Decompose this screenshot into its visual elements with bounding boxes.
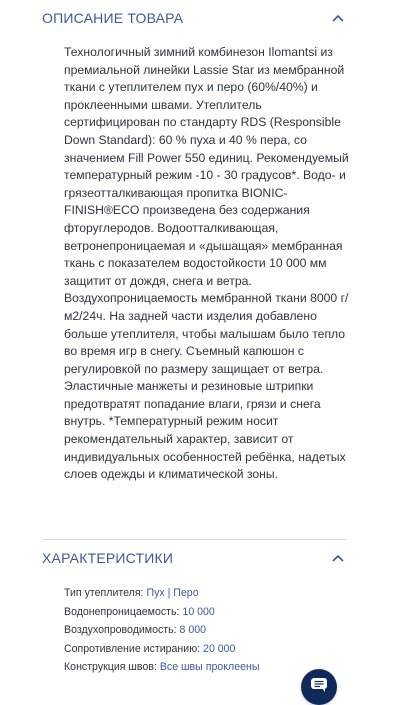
section-divider [42, 539, 346, 540]
spec-row-waterproof [64, 603, 354, 622]
chat-icon [310, 677, 328, 698]
chevron-up-icon[interactable] [330, 550, 346, 566]
spec-label: Водонепроницаемость: [64, 605, 180, 618]
description-title: ОПИСАНИЕ ТОВАРА [42, 10, 184, 26]
spec-value: 20 000 [203, 642, 236, 655]
spec-value: Пух | Перо [146, 587, 199, 599]
characteristics-list [64, 584, 354, 677]
chevron-up-icon[interactable] [330, 10, 346, 26]
spec-row-abrasion [64, 640, 354, 659]
spec-row-breathability [64, 621, 354, 640]
description-text: Технологичный зимний комбинезон Ilomantsi из премиальной линейки Lassie Star из мембранной ткани с утеплителем пух и перо (60%/40%) и проклеенными швами. Утеплитель сертифицирован по стандарту RDS (Responsible Down Standard): 60 % пуха и 40 % пера, со значением Fill Power 550 единиц. Рекомендуемый температурный режим -10 - 30 градусов*. Водо- и грязеотталкивающая пропитка BIONIC-FINISH®ECO произведена без содержания фторуглеродов. Водоотталкивающая, ветронепроницаемая и «дышащая» мембранная ткань с показателем водостойкости 10 000 мм защитит от дождя, снега и ветра. Воздухопроницаемость мембранной ткани 8000 г/м2/24ч. На задней части изделия добавлено больше утеплителя, чтобы малышам было тепло во время игр в снегу. Съемный капюшон с регулировкой по размеру защищает от ветра. Эластичные манжеты и резиновые штрипки предотвратят попадание влаги, грязи и снега внутрь. *Температурный режим носит рекомендательный характер, зависит от индивидуальных особенностей ребёнка, надетых слоев одежды и климатической зоны. [64, 45, 349, 482]
spec-label: Конструкция швов: [64, 661, 157, 673]
spec-label: Тип утеплителя: [64, 587, 144, 599]
spec-value: Все швы проклеены [159, 661, 260, 673]
description-header[interactable] [42, 8, 346, 28]
spec-label: Сопротивление истиранию: [64, 642, 201, 655]
characteristics-header[interactable] [42, 548, 346, 568]
spec-label: Воздухопроводимость: [64, 624, 177, 636]
characteristics-title: ХАРАКТЕРИСТИКИ [42, 550, 174, 566]
spec-row-insulation [64, 584, 354, 603]
spec-value: 10 000 [182, 605, 215, 618]
spec-value: 8 000 [179, 624, 207, 636]
